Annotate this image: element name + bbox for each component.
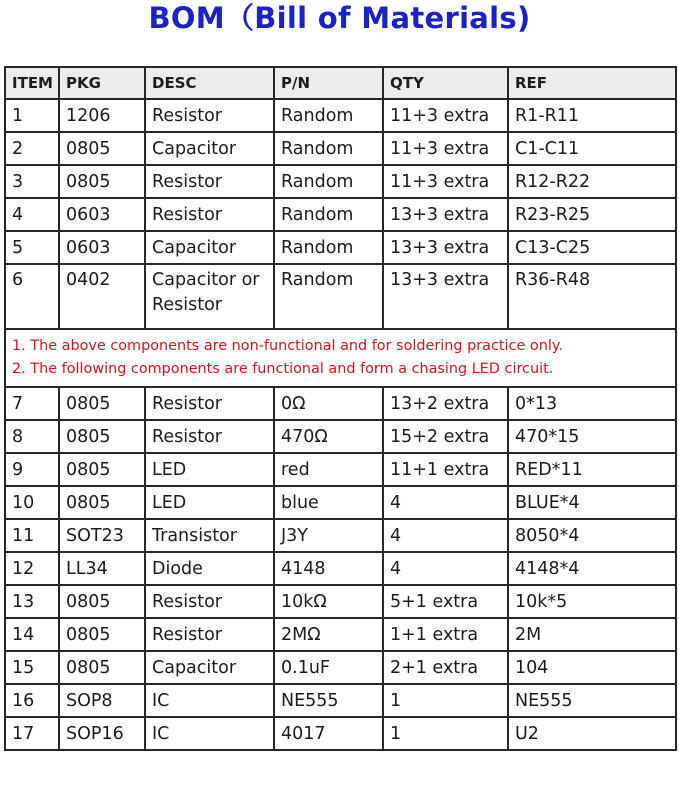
cell-ref: 104 [508,651,676,684]
cell-desc: IC [145,684,274,717]
cell-desc: Resistor [145,420,274,453]
cell-qty: 13+3 extra [383,198,508,231]
table-row [5,618,676,651]
cell-desc: IC [145,717,274,750]
cell-desc: Capacitor or Resistor [145,264,274,329]
cell-pkg: 0805 [59,387,145,420]
cell-ref: R36-R48 [508,264,676,329]
table-row [5,519,676,552]
cell-item: 15 [5,651,59,684]
cell-desc: Resistor [145,618,274,651]
cell-item: 7 [5,387,59,420]
cell-pn: Random [274,231,383,264]
cell-pkg: 0805 [59,165,145,198]
cell-item: 9 [5,453,59,486]
table-row [5,585,676,618]
cell-qty: 4 [383,486,508,519]
cell-item: 5 [5,231,59,264]
cell-pkg: SOP8 [59,684,145,717]
cell-item: 8 [5,420,59,453]
cell-ref: C13-C25 [508,231,676,264]
cell-pn: 4148 [274,552,383,585]
cell-item: 2 [5,132,59,165]
table-row [5,420,676,453]
cell-ref: U2 [508,717,676,750]
cell-item: 4 [5,198,59,231]
cell-desc: LED [145,453,274,486]
notes-cell [5,329,676,387]
cell-pn: J3Y [274,519,383,552]
cell-ref: BLUE*4 [508,486,676,519]
cell-desc: Transistor [145,519,274,552]
table-row [5,132,676,165]
cell-ref: 4148*4 [508,552,676,585]
cell-desc: Capacitor [145,132,274,165]
table-row [5,99,676,132]
cell-pn: 4017 [274,717,383,750]
cell-item: 14 [5,618,59,651]
cell-pn: Random [274,99,383,132]
column-header-desc: DESC [145,67,274,99]
table-row [5,717,676,750]
cell-pn: Random [274,198,383,231]
cell-pn: Random [274,165,383,198]
cell-pn: 2MΩ [274,618,383,651]
cell-ref: R1-R11 [508,99,676,132]
cell-pkg: LL34 [59,552,145,585]
cell-pkg: 0805 [59,453,145,486]
cell-ref: 8050*4 [508,519,676,552]
cell-desc: Resistor [145,99,274,132]
cell-ref: R23-R25 [508,198,676,231]
cell-qty: 11+1 extra [383,453,508,486]
cell-qty: 2+1 extra [383,651,508,684]
column-header-item: ITEM [5,67,59,99]
cell-desc: Resistor [145,387,274,420]
cell-qty: 1 [383,717,508,750]
column-header-pn: P/N [274,67,383,99]
table-row [5,387,676,420]
cell-ref: 470*15 [508,420,676,453]
cell-ref: NE555 [508,684,676,717]
cell-ref: R12-R22 [508,165,676,198]
cell-pkg: 0805 [59,651,145,684]
cell-pkg: 0805 [59,420,145,453]
cell-desc: Resistor [145,198,274,231]
note-text: 2. The following components are functional and form a chasing LED circuit. [12,361,554,377]
cell-pn: blue [274,486,383,519]
cell-qty: 5+1 extra [383,585,508,618]
cell-item: 1 [5,99,59,132]
cell-item: 11 [5,519,59,552]
cell-pn: NE555 [274,684,383,717]
cell-qty: 1 [383,684,508,717]
cell-ref: 10k*5 [508,585,676,618]
cell-qty: 13+3 extra [383,231,508,264]
table-row [5,552,676,585]
cell-ref: 0*13 [508,387,676,420]
cell-pn: Random [274,264,383,329]
cell-ref: RED*11 [508,453,676,486]
cell-item: 16 [5,684,59,717]
cell-qty: 11+3 extra [383,99,508,132]
cell-pn: 470Ω [274,420,383,453]
cell-item: 12 [5,552,59,585]
table-row [5,453,676,486]
table-row [5,231,676,264]
column-header-pkg: PKG [59,67,145,99]
table-row [5,165,676,198]
cell-pn: 10kΩ [274,585,383,618]
cell-pkg: 0805 [59,585,145,618]
cell-pn: Random [274,132,383,165]
cell-desc: Resistor [145,585,274,618]
cell-item: 17 [5,717,59,750]
notes-row [5,329,676,387]
cell-item: 10 [5,486,59,519]
cell-desc: LED [145,486,274,519]
cell-pkg: 1206 [59,99,145,132]
column-header-qty: QTY [383,67,508,99]
table-row [5,264,676,329]
table-row [5,684,676,717]
cell-pkg: 0603 [59,231,145,264]
note-text: 1. The above components are non-functional and for soldering practice only. [12,338,563,354]
table-row [5,198,676,231]
column-header-ref: REF [508,67,676,99]
table-body [5,99,676,750]
cell-desc: Resistor [145,165,274,198]
cell-qty: 11+3 extra [383,132,508,165]
cell-qty: 11+3 extra [383,165,508,198]
cell-qty: 1+1 extra [383,618,508,651]
cell-pkg: 0805 [59,618,145,651]
cell-pkg: 0805 [59,132,145,165]
table-row [5,486,676,519]
bom-table [4,66,677,751]
cell-item: 13 [5,585,59,618]
cell-pn: 0Ω [274,387,383,420]
cell-desc: Diode [145,552,274,585]
cell-item: 3 [5,165,59,198]
cell-qty: 13+3 extra [383,264,508,329]
cell-pkg: 0402 [59,264,145,329]
cell-desc: Capacitor [145,651,274,684]
page-title: BOM（Bill of Materials) [148,1,531,35]
cell-qty: 15+2 extra [383,420,508,453]
cell-ref: 2M [508,618,676,651]
cell-qty: 13+2 extra [383,387,508,420]
cell-qty: 4 [383,552,508,585]
cell-ref: C1-C11 [508,132,676,165]
cell-pn: red [274,453,383,486]
cell-pkg: 0603 [59,198,145,231]
cell-pn: 0.1uF [274,651,383,684]
cell-pkg: 0805 [59,486,145,519]
table-header-row [5,67,676,99]
cell-pkg: SOP16 [59,717,145,750]
cell-item: 6 [5,264,59,329]
cell-qty: 4 [383,519,508,552]
table-row [5,651,676,684]
cell-desc: Capacitor [145,231,274,264]
cell-pkg: SOT23 [59,519,145,552]
